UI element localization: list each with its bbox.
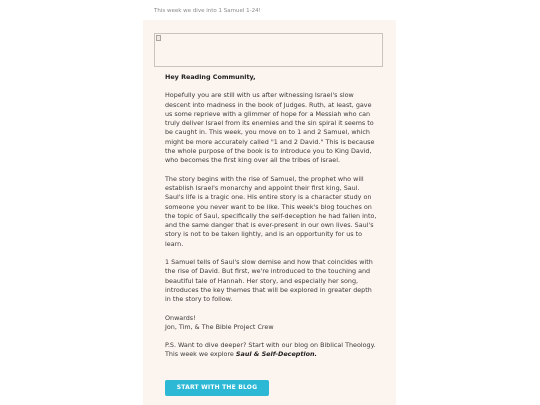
- ps-text: P.S. Want to dive deeper? Start with our blog on Biblical Theology. This week we explore: [165, 341, 376, 359]
- paragraph-intro: Hopefully you are still with us after witnessing Israel's slow descent into madness in the book of Judges. Ruth, at least, gave us some reprieve with a glimmer of hope for a Messiah who can truly deliver Israel from its enemies and the sin spiral it seems to be caught in. This week, you move on to 1 and 2 Samuel, which might be more accurately called "1 and 2 David." This is because the whole purpose of the book is to introduce you to King David, who becomes the first king over all the tribes of Israel.: [165, 91, 375, 165]
- signoff-names: Jon, Tim, & The Bible Project Crew: [165, 322, 274, 331]
- greeting: Hey Reading Community,: [165, 73, 256, 81]
- paragraph-hannah: 1 Samuel tells of Saul's slow demise and how that coincides with the rise of David. But first, we're introduced to the touching and beautiful tale of Hannah. Her story, and especially her song, introduces the key themes that will be explored in greater depth in the story to follow.: [165, 258, 373, 304]
- paragraph-samuel: The story begins with the rise of Samuel, the prophet who will establish Israel's monarchy and appoint their first king, Saul. Saul's life is a tragic one. His entire story is a character study on someone you never want to be like. This week's blog touches on the topic of Saul, specifically the self-deception he had fallen into, and the same danger that is ever-present in our own lives. Saul's story is not to be taken lightly, and is an opportunity for us to learn.: [165, 174, 377, 248]
- signoff-line: Onwards!: [165, 313, 196, 322]
- hero-image: [154, 33, 383, 67]
- ps-paragraph: [165, 341, 379, 360]
- signoff: [165, 314, 379, 333]
- start-blog-button[interactable]: START WITH THE BLOG: [165, 380, 269, 396]
- email-card: [143, 20, 396, 405]
- email-body: [165, 73, 379, 369]
- preheader-text: This week we dive into 1 Samuel 1-24!: [154, 8, 261, 14]
- broken-image-icon: [156, 35, 161, 41]
- ps-blog-link[interactable]: Saul & Self-Deception.: [235, 350, 317, 359]
